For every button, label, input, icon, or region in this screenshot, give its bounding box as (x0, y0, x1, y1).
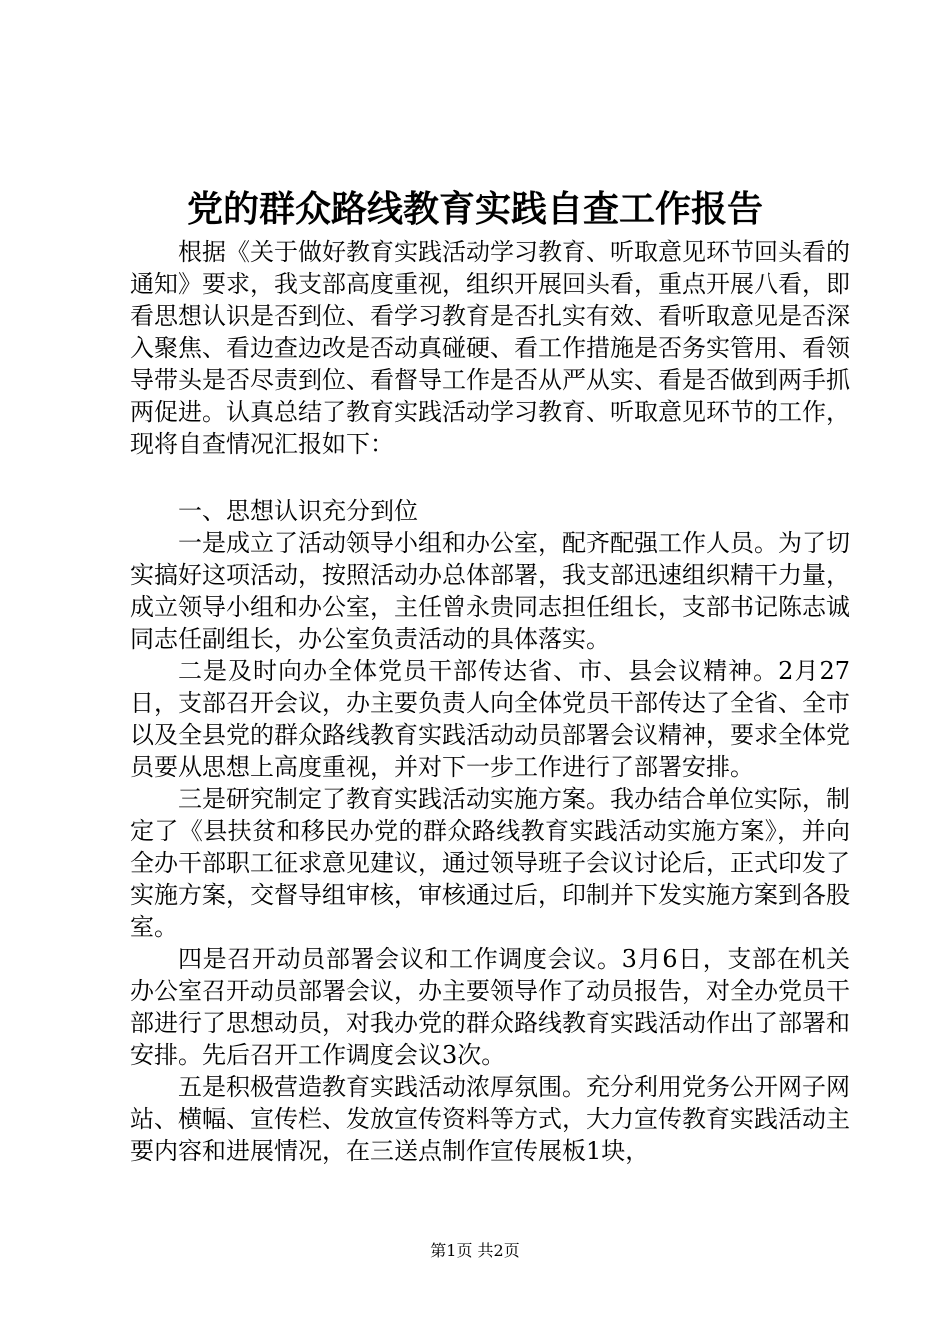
body-paragraph: 四是召开动员部署会议和工作调度会议。3月6日，支部在机关办公室召开动员部署会议，办主要领导作了动员报告，对全办党员干部进行了思想动员，对我办党的群众路线教育实践活动作出了部署和安排。先后召开工作调度会议3次。 (130, 945, 850, 1069)
body-paragraph: 五是积极营造教育实践活动浓厚氛围。充分利用党务公开网子网站、横幅、宣传栏、发放宣传资料等方式，大力宣传教育实践活动主要内容和进展情况，在三送点制作宣传展板1块， (130, 1073, 850, 1165)
section-heading: 一、思想认识充分到位 (178, 497, 418, 525)
body-paragraph: 二是及时向办全体党员干部传达省、市、县会议精神。2月27日，支部召开会议，办主要负责人向全体党员干部传达了全省、全市以及全县党的群众路线教育实践活动动员部署会议精神，要求全体党员要从思想上高度重视，并对下一步工作进行了部署安排。 (130, 657, 850, 781)
page-number-footer: 第1页 共2页 (430, 1241, 520, 1260)
intro-paragraph: 根据《关于做好教育实践活动学习教育、听取意见环节回头看的通知》要求，我支部高度重视，组织开展回头看，重点开展八看，即看思想认识是否到位、看学习教育是否扎实有效、看听取意见是否深入聚焦、看边查边改是否动真碰硬、看工作措施是否务实管用、看领导带头是否尽责到位、看督导工作是否从严从实、看是否做到两手抓两促进。认真总结了教育实践活动学习教育、听取意见环节的工作，现将自查情况汇报如下： (130, 238, 850, 458)
document-title: 党的群众路线教育实践自查工作报告 (186, 188, 763, 230)
body-paragraph: 一是成立了活动领导小组和办公室，配齐配强工作人员。为了切实搞好这项活动，按照活动办总体部署，我支部迅速组织精干力量，成立领导小组和办公室，主任曾永贵同志担任组长，支部书记陈志诚同志任副组长，办公室负责活动的具体落实。 (130, 529, 850, 653)
body-paragraph: 三是研究制定了教育实践活动实施方案。我办结合单位实际，制定了《县扶贫和移民办党的群众路线教育实践活动实施方案》，并向全办干部职工征求意见建议，通过领导班子会议讨论后，正式印发了实施方案，交督导组审核，审核通过后，印制并下发实施方案到各股室。 (130, 785, 850, 941)
document-body (130, 236, 850, 1167)
